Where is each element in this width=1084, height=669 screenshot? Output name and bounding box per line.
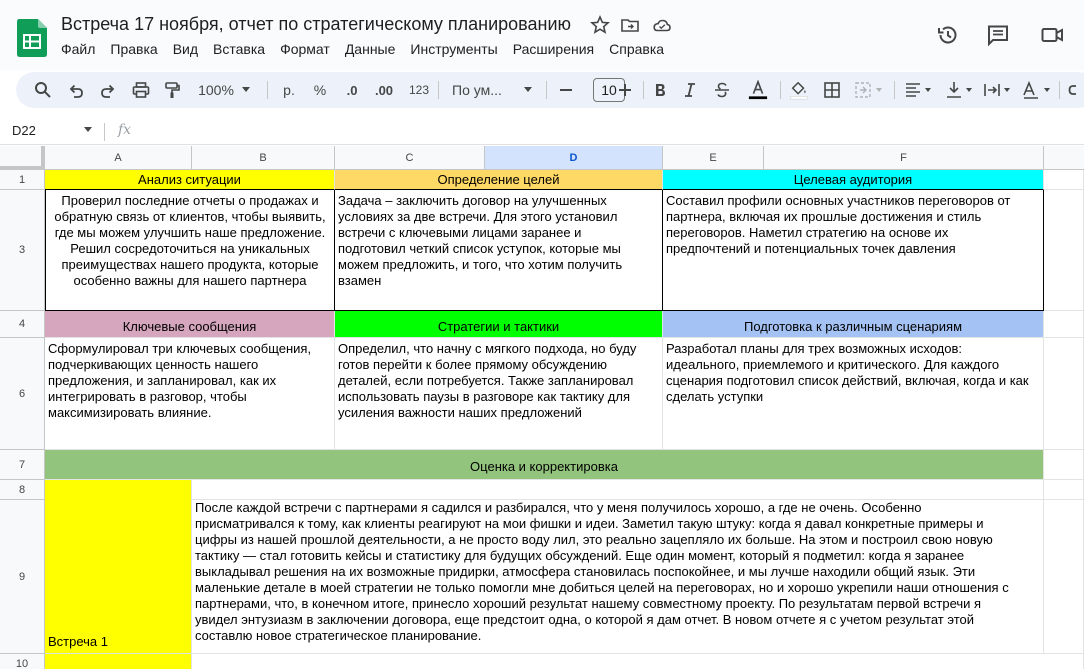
borders-icon[interactable] xyxy=(823,80,841,100)
menu-edit[interactable]: Правка xyxy=(110,41,158,57)
font-size-input[interactable]: 10 xyxy=(593,78,625,102)
bold-button[interactable] xyxy=(653,80,667,100)
column-header-e[interactable]: E xyxy=(663,146,764,170)
menu-tools[interactable]: Инструменты xyxy=(410,41,498,57)
row-header-7[interactable]: 7 xyxy=(0,450,45,480)
menu-format[interactable]: Формат xyxy=(280,41,330,57)
meet-video-icon[interactable] xyxy=(1040,23,1064,47)
cell-b8[interactable] xyxy=(192,480,1044,500)
row-header-8[interactable]: 8 xyxy=(0,480,45,500)
decrease-font-size-button[interactable] xyxy=(557,80,575,100)
menu-view[interactable]: Вид xyxy=(172,41,199,57)
undo-icon[interactable] xyxy=(68,80,84,100)
column-header-f[interactable]: F xyxy=(764,146,1044,170)
cell-a10[interactable] xyxy=(45,654,192,669)
document-title[interactable]: Встреча 17 ноября, отчет по стратегическому планированию xyxy=(61,14,572,34)
row-header-4[interactable]: 4 xyxy=(0,311,45,338)
increase-decimal-button[interactable]: .00 xyxy=(374,82,394,98)
cell-goals-header[interactable]: Определение целей xyxy=(335,170,663,190)
zoom-value: 100% xyxy=(198,82,234,98)
column-header-g[interactable] xyxy=(1044,146,1084,170)
cell-strategies-header[interactable]: Стратегии и тактики xyxy=(335,311,663,338)
link-icon[interactable] xyxy=(1068,80,1082,100)
cell-target-audience-text[interactable]: Составил профили основных участников переговоров от партнера, включая их прошлые достижения и стиль переговоров. Наметил стратегию на основе их предпочтений и потенциальных точек давления xyxy=(663,190,1044,311)
column-header-c[interactable]: C xyxy=(335,146,485,170)
cell-b10[interactable] xyxy=(192,654,1084,669)
cell-g8[interactable] xyxy=(1044,480,1084,500)
row-header-9[interactable]: 9 xyxy=(0,500,45,654)
name-box[interactable]: D22 xyxy=(12,123,36,138)
cell-meeting-label[interactable]: Встреча 1 xyxy=(45,480,192,654)
vertical-align-icon[interactable] xyxy=(945,80,975,100)
cloud-saved-icon[interactable] xyxy=(652,15,672,35)
merge-cells-icon[interactable] xyxy=(854,80,884,100)
version-history-icon[interactable] xyxy=(936,23,960,47)
cell-scenarios-header[interactable]: Подготовка к различным сценариям xyxy=(663,311,1044,338)
cell-evaluation-text[interactable]: После каждой встречи с партнерами я садился и разбирался, что у меня получилось хорошо, а где не очень. Особенно присматривался к тому, как клиенты реагируют на мои фишки и идеи. Заметил такую штуку: когда я давал конкретные примеры и цифры из нашей прошлой деятельности, а не просто воду лил, это реально зацепляло их больше. На этом и построил свою новую тактику — стал готовить кейсы и статистику для будущих обсуждений. Еще один момент, который я подметил: когда я заранее выкладывал решения на их возможные придирки, атмосфера становилась поспокойнее, и мы лучше находили общий язык. Эти маленькие детале в моей стратегии не только помогли мне добиться целей на переговорах, но и хорошо укрепили наши отношения с партнерами, что, в конечном итоге, принесло хороший результат нашему совместному проекту. По результатам первой встречи я увидел энтузиазм в заключении договора, еще предстоит одна, о которой я дам отчет. В новом отчете я с учетом результат этой составлю новое стратегическое планирование. xyxy=(192,500,1044,654)
fill-color-icon[interactable] xyxy=(789,80,809,100)
font-family-value: По ум... xyxy=(452,82,502,98)
strikethrough-icon[interactable] xyxy=(714,80,730,100)
chevron-down-icon xyxy=(242,87,250,93)
bold-icon xyxy=(654,83,666,97)
cell-key-messages-header[interactable]: Ключевые сообщения xyxy=(45,311,335,338)
fx-icon: fx xyxy=(118,122,132,138)
italic-icon[interactable] xyxy=(684,80,696,100)
spreadsheet-grid[interactable] xyxy=(0,146,1084,669)
column-header-b[interactable]: B xyxy=(192,146,335,170)
increase-font-size-button[interactable] xyxy=(616,80,634,100)
cell-goals-text[interactable]: Задача – заключить договор на улучшенных условиях за две встречи. Для этого установил встречи с ключевыми лицами заранее и подготовил четкий список уступок, которые мы можем предложить, и того, что хотим получить взамен xyxy=(335,190,663,311)
cell-strategies-text[interactable]: Определил, что начну с мягкого подхода, но буду готов перейти к более прямому обсуждению деталей, если потребуется. Также запланировал использовать паузы в разговоре как тактику для усиления важности наших предложений xyxy=(335,338,663,450)
select-all-corner[interactable] xyxy=(0,146,45,170)
menu-extensions[interactable]: Расширения xyxy=(512,41,595,57)
redo-icon[interactable] xyxy=(100,80,116,100)
chevron-down-icon xyxy=(524,87,532,93)
decrease-decimal-button[interactable]: .0 xyxy=(346,82,358,98)
star-icon[interactable] xyxy=(590,15,610,35)
column-header-d[interactable]: D xyxy=(485,146,663,170)
row-header-10[interactable]: 10 xyxy=(0,654,45,669)
row-header-6[interactable]: 6 xyxy=(0,338,45,450)
toolbar xyxy=(16,72,1084,108)
cell-situation-analysis-header[interactable]: Анализ ситуации xyxy=(45,170,335,190)
horizontal-align-icon[interactable] xyxy=(904,80,934,100)
menu-bar xyxy=(61,41,679,57)
row-header-1[interactable]: 1 xyxy=(0,170,45,190)
cell-scenarios-text[interactable]: Разработал планы для трех возможных исходов: идеального, приемлемого и критического. Для каждого сценария подготовил список действий, включая, когда и как сделать уступки xyxy=(663,338,1044,450)
cell-g1[interactable] xyxy=(1044,170,1084,190)
print-icon[interactable] xyxy=(132,80,150,100)
comments-icon[interactable] xyxy=(986,23,1010,47)
plus-icon xyxy=(619,84,631,96)
menu-file[interactable]: Файл xyxy=(61,41,96,57)
format-percent-button[interactable]: % xyxy=(313,82,327,98)
menu-insert[interactable]: Вставка xyxy=(213,41,266,57)
cell-g3[interactable] xyxy=(1044,190,1084,311)
cell-situation-analysis-text[interactable]: Проверил последние отчеты о продажах и обратную связь от клиентов, чтобы выявить, где мы можем улучшить наше предложение. Решил сосредоточиться на уникальных преимуществах нашего продукта, которые особенно важны для нашего партнера xyxy=(45,190,335,311)
text-wrapping-icon[interactable] xyxy=(983,80,1013,100)
paint-format-icon[interactable] xyxy=(164,80,180,100)
cell-g6[interactable] xyxy=(1044,338,1084,450)
move-folder-icon[interactable] xyxy=(620,15,640,35)
cell-evaluation-header[interactable]: Оценка и корректировка xyxy=(45,450,1044,480)
menu-data[interactable]: Данные xyxy=(344,41,396,57)
text-rotation-icon[interactable] xyxy=(1022,80,1054,100)
more-formats-button[interactable]: 123 xyxy=(408,83,430,97)
cell-g4[interactable] xyxy=(1044,311,1084,338)
text-color-icon[interactable] xyxy=(747,80,769,100)
row-header-3[interactable]: 3 xyxy=(0,190,45,311)
title-bar xyxy=(0,0,1084,70)
cell-target-audience-header[interactable]: Целевая аудитория xyxy=(663,170,1044,190)
cell-key-messages-text[interactable]: Сформулировал три ключевых сообщения, подчеркивающих ценность нашего предложения, и запланировал, как их интегрировать в разговор, чтобы максимизировать влияние. xyxy=(45,338,335,450)
format-currency-button[interactable]: р. xyxy=(283,82,295,98)
minus-icon xyxy=(560,89,572,91)
zoom-select[interactable] xyxy=(196,80,252,100)
cell-g9[interactable] xyxy=(1044,500,1084,654)
search-menus-icon[interactable] xyxy=(34,80,52,100)
menu-help[interactable]: Справка xyxy=(609,41,665,57)
cell-g7[interactable] xyxy=(1044,450,1084,480)
column-header-a[interactable]: A xyxy=(45,146,192,170)
formula-bar xyxy=(0,117,1084,145)
font-family-select[interactable] xyxy=(452,80,532,100)
sheets-logo-icon[interactable] xyxy=(17,19,47,57)
chevron-down-icon[interactable] xyxy=(84,127,92,133)
